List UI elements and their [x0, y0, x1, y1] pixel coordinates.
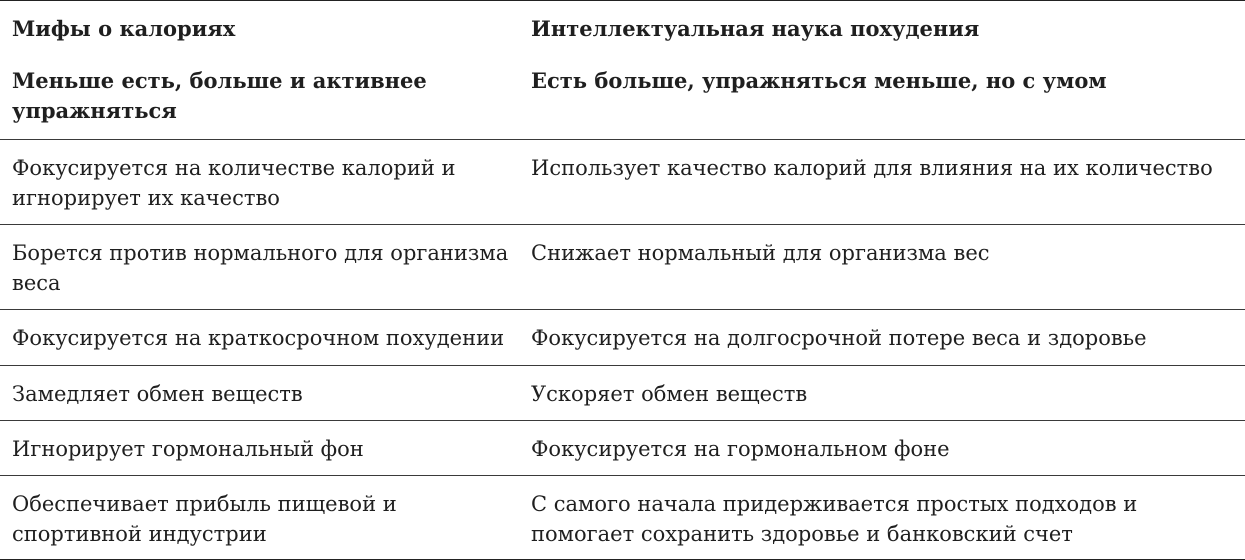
row-cell-left: Обеспечивает прибыль пищевой и спортивной индустрии — [12, 492, 397, 546]
row-cell-right: С самого начала придерживается простых подходов и помогает сохранить здоровье и банковский счет — [531, 492, 1138, 546]
table-row — [0, 140, 1245, 225]
left-column-subtitle: Меньше есть, больше и активнее упражняться — [12, 68, 427, 123]
row-cell-right: Фокусируется на гормональном фоне — [531, 437, 950, 461]
row-cell-left: Фокусируется на краткосрочном похудении — [12, 326, 505, 350]
row-cell-right: Использует качество калорий для влияния на их количество — [531, 156, 1213, 180]
table-row — [0, 421, 1245, 476]
left-column-title: Мифы о калориях — [12, 16, 236, 41]
header-cell-left — [0, 14, 519, 126]
table-header-row — [0, 1, 1245, 140]
table-row — [0, 225, 1245, 310]
row-cell-left: Игнорирует гормональный фон — [12, 437, 364, 461]
row-cell-left: Фокусируется на количестве калорий и игнорирует их качество — [12, 156, 456, 210]
row-cell-right: Ускоряет обмен веществ — [531, 382, 808, 406]
header-cell-right — [519, 14, 1245, 126]
right-column-subtitle: Есть больше, упражняться меньше, но с умом — [531, 68, 1107, 93]
row-cell-right: Фокусируется на долгосрочной потере веса и здоровье — [531, 326, 1147, 350]
row-cell-right: Снижает нормальный для организма вес — [531, 241, 990, 265]
row-cell-left: Замедляет обмен веществ — [12, 382, 303, 406]
table-row — [0, 476, 1245, 560]
right-column-title: Интеллектуальная наука похудения — [531, 16, 980, 41]
row-cell-left: Борется против нормального для организма веса — [12, 241, 509, 295]
table-row — [0, 310, 1245, 366]
table-row — [0, 366, 1245, 421]
